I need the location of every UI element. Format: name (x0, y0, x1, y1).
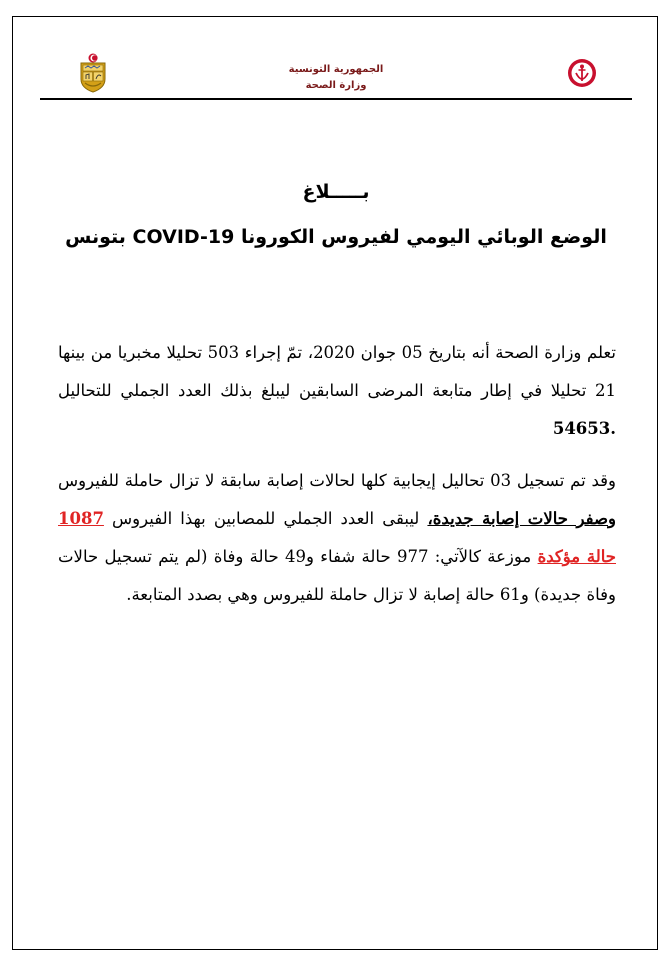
confirmed-cases-highlight: 1087 حالة مؤكدة (58, 509, 616, 566)
notice-title: بـــــلاغ (302, 181, 370, 203)
tests-text: تعلم وزارة الصحة أنه بتاريخ 05 جوان 2020، تمّ إجراء 503 تحليلا مخبريا من بينها 21 تحليلا في إطار متابعة المرضى السابقين ليبلغ بذلك العدد الجملي للتحاليل (58, 343, 616, 400)
health-ministry-logo-icon (567, 58, 597, 88)
paragraph-cases (58, 462, 616, 614)
notice-body (58, 334, 616, 614)
notice-subtitle: الوضع الوبائي اليومي لفيروس الكورونا COVID-19 بتونس (65, 226, 607, 248)
republic-name: الجمهورية التونسية (288, 64, 384, 75)
cases-text-a: وقد تم تسجيل 03 تحاليل إيجابية كلها لحالات إصابة سابقة لا تزال حاملة للفيروس (58, 471, 617, 490)
header-titles (236, 62, 436, 94)
total-tests-value: 54653. (552, 419, 616, 438)
paragraph-tests (58, 334, 616, 448)
ministry-name: وزارة الصحة (305, 80, 367, 91)
new-cases-highlight: وصفر حالات إصابة جديدة، (427, 509, 616, 528)
tunisia-coat-of-arms-icon (76, 53, 110, 93)
cases-text-c: موزعة كالآتي: 977 حالة شفاء و49 حالة وفاة (لم يتم تسجيل حالات وفاة جديدة) و61 حالة إصابة لا تزال حاملة للفيروس وهي بصدد المتابعة. (58, 547, 616, 604)
header-divider (40, 98, 632, 100)
cases-text-b: ليبقى العدد الجملي للمصابين بهذا الفيروس (103, 509, 428, 528)
